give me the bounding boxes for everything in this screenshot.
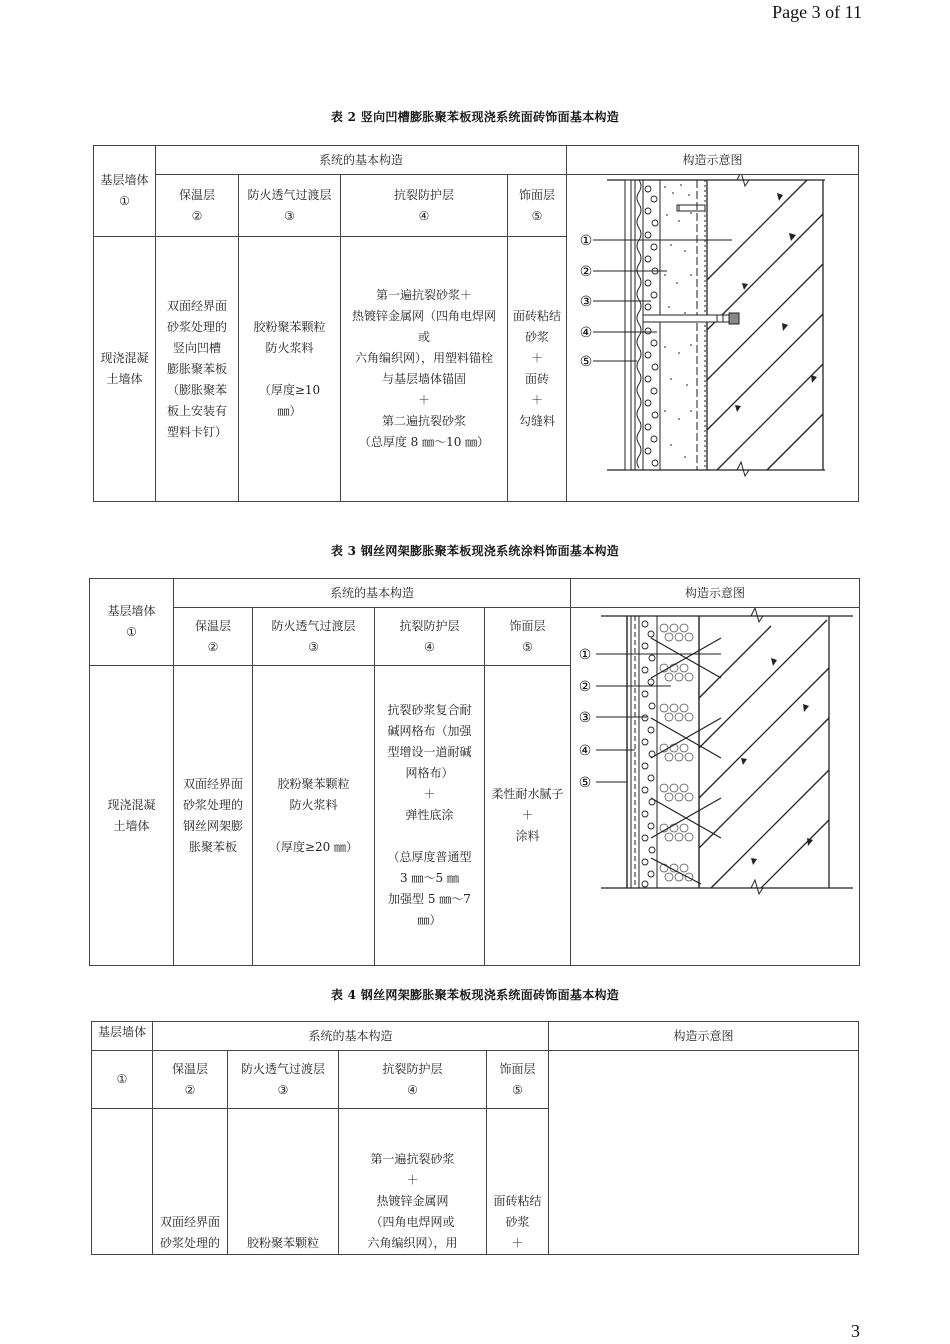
table3-base-wall-header: 基层墙体 ① — [90, 579, 174, 666]
marker-4: ④ — [578, 743, 592, 759]
table4-col-insulation: 保温层 ② — [153, 1051, 228, 1109]
concrete-aggregate-marks — [735, 193, 817, 412]
table3-col-crack: 抗裂防护层 ④ — [375, 608, 485, 666]
table2-system-header: 系统的基本构造 — [156, 146, 567, 175]
table4-base-wall-header: 基层墙体 — [92, 1022, 153, 1051]
table3-col-insulation: 保温层 ② — [174, 608, 253, 666]
table3-system-header: 系统的基本构造 — [174, 579, 571, 608]
marker-4: ④ — [579, 325, 593, 341]
table4-col-finish: 饰面层 ⑤ — [487, 1051, 549, 1109]
table3-col-fire: 防火透气过渡层 ③ — [253, 608, 375, 666]
page-number: 3 — [851, 1321, 860, 1341]
concrete-aggregate-marks — [741, 658, 813, 865]
marker-3: ③ — [579, 294, 593, 310]
table3-base-wall: 现浇混凝 土墙体 — [90, 666, 174, 966]
table3-diagram-cell — [571, 608, 860, 966]
table4-fire-layer: 胶粉聚苯颗粒 — [228, 1109, 339, 1255]
marker-1: ① — [578, 647, 592, 663]
plastic-clip — [677, 205, 705, 211]
table4-base-wall — [92, 1109, 153, 1255]
table4-system-header: 系统的基本构造 — [153, 1022, 549, 1051]
marker-3: ③ — [578, 710, 592, 726]
concrete-wall-hatch — [699, 620, 829, 888]
tile-layer — [625, 180, 631, 470]
table4-diagram-cell — [549, 1051, 859, 1255]
table4-base-wall-num: ① — [92, 1051, 153, 1109]
table4-col-crack: 抗裂防护层 ④ — [339, 1051, 487, 1109]
table2-col-finish: 饰面层 ⑤ — [508, 175, 567, 237]
table4-insulation: 双面经界面 砂浆处理的 — [153, 1109, 228, 1255]
table4-col-fire: 防火透气过渡层 ③ — [228, 1051, 339, 1109]
table3-finish-layer: 柔性耐水腻子 ＋ 涂料 — [485, 666, 571, 966]
table2-crack-layer: 第一遍抗裂砂浆＋ 热镀锌金属网（四角电焊网 或 六角编织网），用塑料锚栓 与基层墙体锚固 ＋ 第二遍抗裂砂浆 （总厚度 8 ㎜～10 ㎜） — [341, 237, 508, 502]
table3-caption: 表 3 钢丝网架膨胀聚苯板现浇系统涂料饰面基本构造 — [330, 544, 620, 558]
metal-mesh-line — [637, 180, 641, 468]
table2-finish-layer: 面砖粘结 砂浆 ＋ 面砖 ＋ 勾缝料 — [508, 237, 567, 502]
table2-base-wall-header: 基层墙体 ① — [94, 146, 156, 237]
table2-insulation: 双面经界面 砂浆处理的 竖向凹槽 膨胀聚苯板 （膨胀聚苯 板上安装有 塑料卡钉） — [156, 237, 239, 502]
table3-diagram-header: 构造示意图 — [571, 579, 860, 608]
table2-col-crack: 抗裂防护层 ④ — [341, 175, 508, 237]
table3 — [89, 578, 860, 966]
table2-col-fire: 防火透气过渡层 ③ — [239, 175, 341, 237]
table4-crack-layer: 第一遍抗裂砂浆 ＋ 热镀锌金属网 （四角电焊网或 六角编织网），用 — [339, 1109, 487, 1255]
table4-finish-layer: 面砖粘结 砂浆 ＋ — [487, 1109, 549, 1255]
leader-lines — [593, 240, 732, 361]
table4 — [91, 1021, 859, 1255]
marker-1: ① — [579, 233, 593, 249]
marker-5: ⑤ — [579, 354, 593, 370]
table3-col-finish: 饰面层 ⑤ — [485, 608, 571, 666]
table2-construction-diagram — [567, 175, 859, 501]
table2-caption: 表 2 竖向凹槽膨胀聚苯板现浇系统面砖饰面基本构造 — [330, 110, 620, 124]
marker-2: ② — [579, 264, 593, 280]
fire-mortar-granules — [642, 621, 655, 887]
marker-2: ② — [578, 679, 592, 695]
table4-diagram-header: 构造示意图 — [549, 1022, 859, 1051]
table2-diagram-header: 构造示意图 — [567, 146, 859, 175]
table2-diagram-cell — [567, 175, 859, 502]
table3-fire-layer: 胶粉聚苯颗粒 防火浆料 （厚度≥20 ㎜） — [253, 666, 375, 966]
table4-caption: 表 4 钢丝网架膨胀聚苯板现浇系统面砖饰面基本构造 — [330, 988, 620, 1002]
table3-insulation: 双面经界面 砂浆处理的 钢丝网架膨 胀聚苯板 — [174, 666, 253, 966]
marker-5: ⑤ — [578, 775, 592, 791]
table2-col-insulation: 保温层 ② — [156, 175, 239, 237]
table2 — [93, 145, 859, 502]
concrete-wall-hatch — [707, 180, 823, 470]
table2-base-wall: 现浇混凝 土墙体 — [94, 237, 156, 502]
table3-construction-diagram — [571, 608, 860, 965]
eps-hex-cells — [660, 624, 693, 881]
table3-crack-layer: 抗裂砂浆复合耐 碱网格布（加强 型增设一道耐碱 网格布） ＋ 弹性底涂 （总厚度普通型 3 ㎜～5 ㎜ 加强型 5 ㎜～7 ㎜） — [375, 666, 485, 966]
table2-fire-layer: 胶粉聚苯颗粒 防火浆料 （厚度≥10 ㎜） — [239, 237, 341, 502]
fire-mortar-granules — [645, 186, 658, 466]
page-header-label: Page 3 of 11 — [772, 2, 862, 22]
plastic-anchor — [643, 313, 739, 324]
